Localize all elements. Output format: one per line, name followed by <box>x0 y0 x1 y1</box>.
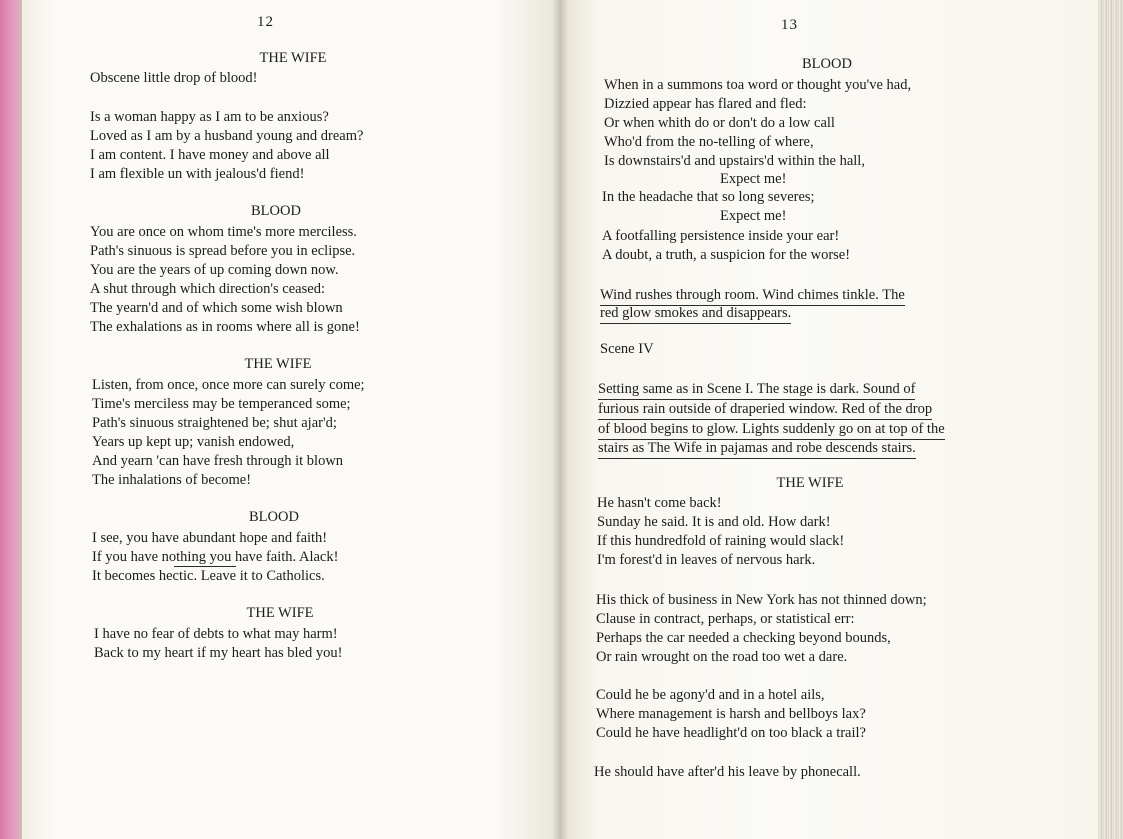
verse-line: Listen, from once, once more can surely come; <box>92 377 365 393</box>
speaker-heading: BLOOD <box>249 509 299 525</box>
verse-line: Path's sinuous is spread before you in eclipse. <box>90 243 356 259</box>
verse-line: A shut through which direction's ceased: <box>90 281 325 297</box>
verse-line: Or when whith do or don't do a low call <box>604 115 835 131</box>
verse-line: The inhalations of become! <box>92 472 252 488</box>
speaker-heading: THE WIFE <box>259 50 327 66</box>
verse-line: Sunday he said. It is and old. How dark! <box>597 514 831 530</box>
verse-line: If you have nothing you have faith. Alack! <box>92 549 339 565</box>
verse-line: His thick of business in New York has not thinned down; <box>596 592 927 608</box>
left-page <box>22 0 560 839</box>
verse-line: Obscene little drop of blood! <box>90 70 258 86</box>
verse-line: The yearn'd and of which some wish blown <box>90 300 343 316</box>
verse-line: Where management is harsh and bellboys lax? <box>596 706 866 722</box>
page-edges <box>1098 0 1123 839</box>
verse-line: When in a summons toa word or thought you've had, <box>604 77 912 93</box>
stage-direction-line: furious rain outside of draperied window. Red of the drop <box>598 400 932 420</box>
verse-line: If this hundredfold of raining would slack! <box>597 533 845 549</box>
verse-line: He hasn't come back! <box>597 495 722 511</box>
verse-line: I see, you have abundant hope and faith! <box>92 530 328 546</box>
page-number-left: 12 <box>257 14 274 30</box>
speaker-heading: BLOOD <box>251 203 301 219</box>
verse-line: Back to my heart if my heart has bled you! <box>94 645 343 661</box>
speaker-heading: BLOOD <box>802 56 852 72</box>
stage-direction-line: Wind rushes through room. Wind chimes tinkle. The <box>600 286 905 306</box>
verse-line: Expect me! <box>720 171 787 187</box>
speaker-heading: THE WIFE <box>776 475 844 491</box>
verse-line: Loved as I am by a husband young and dream? <box>90 128 364 144</box>
book-gutter <box>552 0 568 839</box>
verse-line: A footfalling persistence inside your ear! <box>602 228 840 244</box>
verse-line: You are the years of up coming down now. <box>90 262 339 278</box>
verse-line: Is a woman happy as I am to be anxious? <box>90 109 329 125</box>
verse-line: I'm forest'd in leaves of nervous hark. <box>597 552 816 568</box>
verse-line: Path's sinuous straightened be; shut ajar'd; <box>92 415 337 431</box>
speaker-heading: THE WIFE <box>244 356 312 372</box>
verse-line: Could he be agony'd and in a hotel ails, <box>596 687 825 703</box>
stage-direction-line: stairs as The Wife in pajamas and robe descends stairs. <box>598 439 916 459</box>
verse-line: Clause in contract, perhaps, or statistical err: <box>596 611 855 627</box>
verse-line: Expect me! <box>720 208 787 224</box>
verse-line: I have no fear of debts to what may harm! <box>94 626 338 642</box>
verse-line: The exhalations as in rooms where all is gone! <box>90 319 360 335</box>
verse-line: In the headache that so long severes; <box>602 189 815 205</box>
verse-line: And yearn 'can have fresh through it blown <box>92 453 344 469</box>
stage-direction-line: of blood begins to glow. Lights suddenly go on at top of the <box>598 420 945 440</box>
verse-line: I am content. I have money and above all <box>90 147 330 163</box>
verse-line: You are once on whom time's more merciless. <box>90 224 357 240</box>
verse-line: I am flexible un with jealous'd fiend! <box>90 166 305 182</box>
verse-line: A doubt, a truth, a suspicion for the worse! <box>602 247 851 263</box>
verse-line: Is downstairs'd and upstairs'd within the hall, <box>604 153 865 169</box>
speaker-heading: THE WIFE <box>246 605 314 621</box>
verse-line: Could he have headlight'd on too black a trail? <box>596 725 866 741</box>
book-cover-edge <box>0 0 24 839</box>
verse-line: Perhaps the car needed a checking beyond bounds, <box>596 630 891 646</box>
verse-line: Who'd from the no-telling of where, <box>604 134 814 150</box>
page-number-right: 13 <box>781 17 798 33</box>
verse-line: Or rain wrought on the road too wet a dare. <box>596 649 848 665</box>
stage-direction-line: red glow smokes and disappears. <box>600 304 791 324</box>
verse-line: He should have after'd his leave by phonecall. <box>594 764 861 780</box>
stage-direction-line: Setting same as in Scene I. The stage is dark. Sound of <box>598 380 915 400</box>
scene-label: Scene IV <box>600 341 654 357</box>
verse-line: It becomes hectic. Leave it to Catholics. <box>92 568 325 584</box>
right-page <box>560 0 1100 839</box>
verse-line: Time's merciless may be temperanced some; <box>92 396 351 412</box>
verse-line: Dizzied appear has flared and fled: <box>604 96 807 112</box>
verse-line: Years up kept up; vanish endowed, <box>92 434 295 450</box>
